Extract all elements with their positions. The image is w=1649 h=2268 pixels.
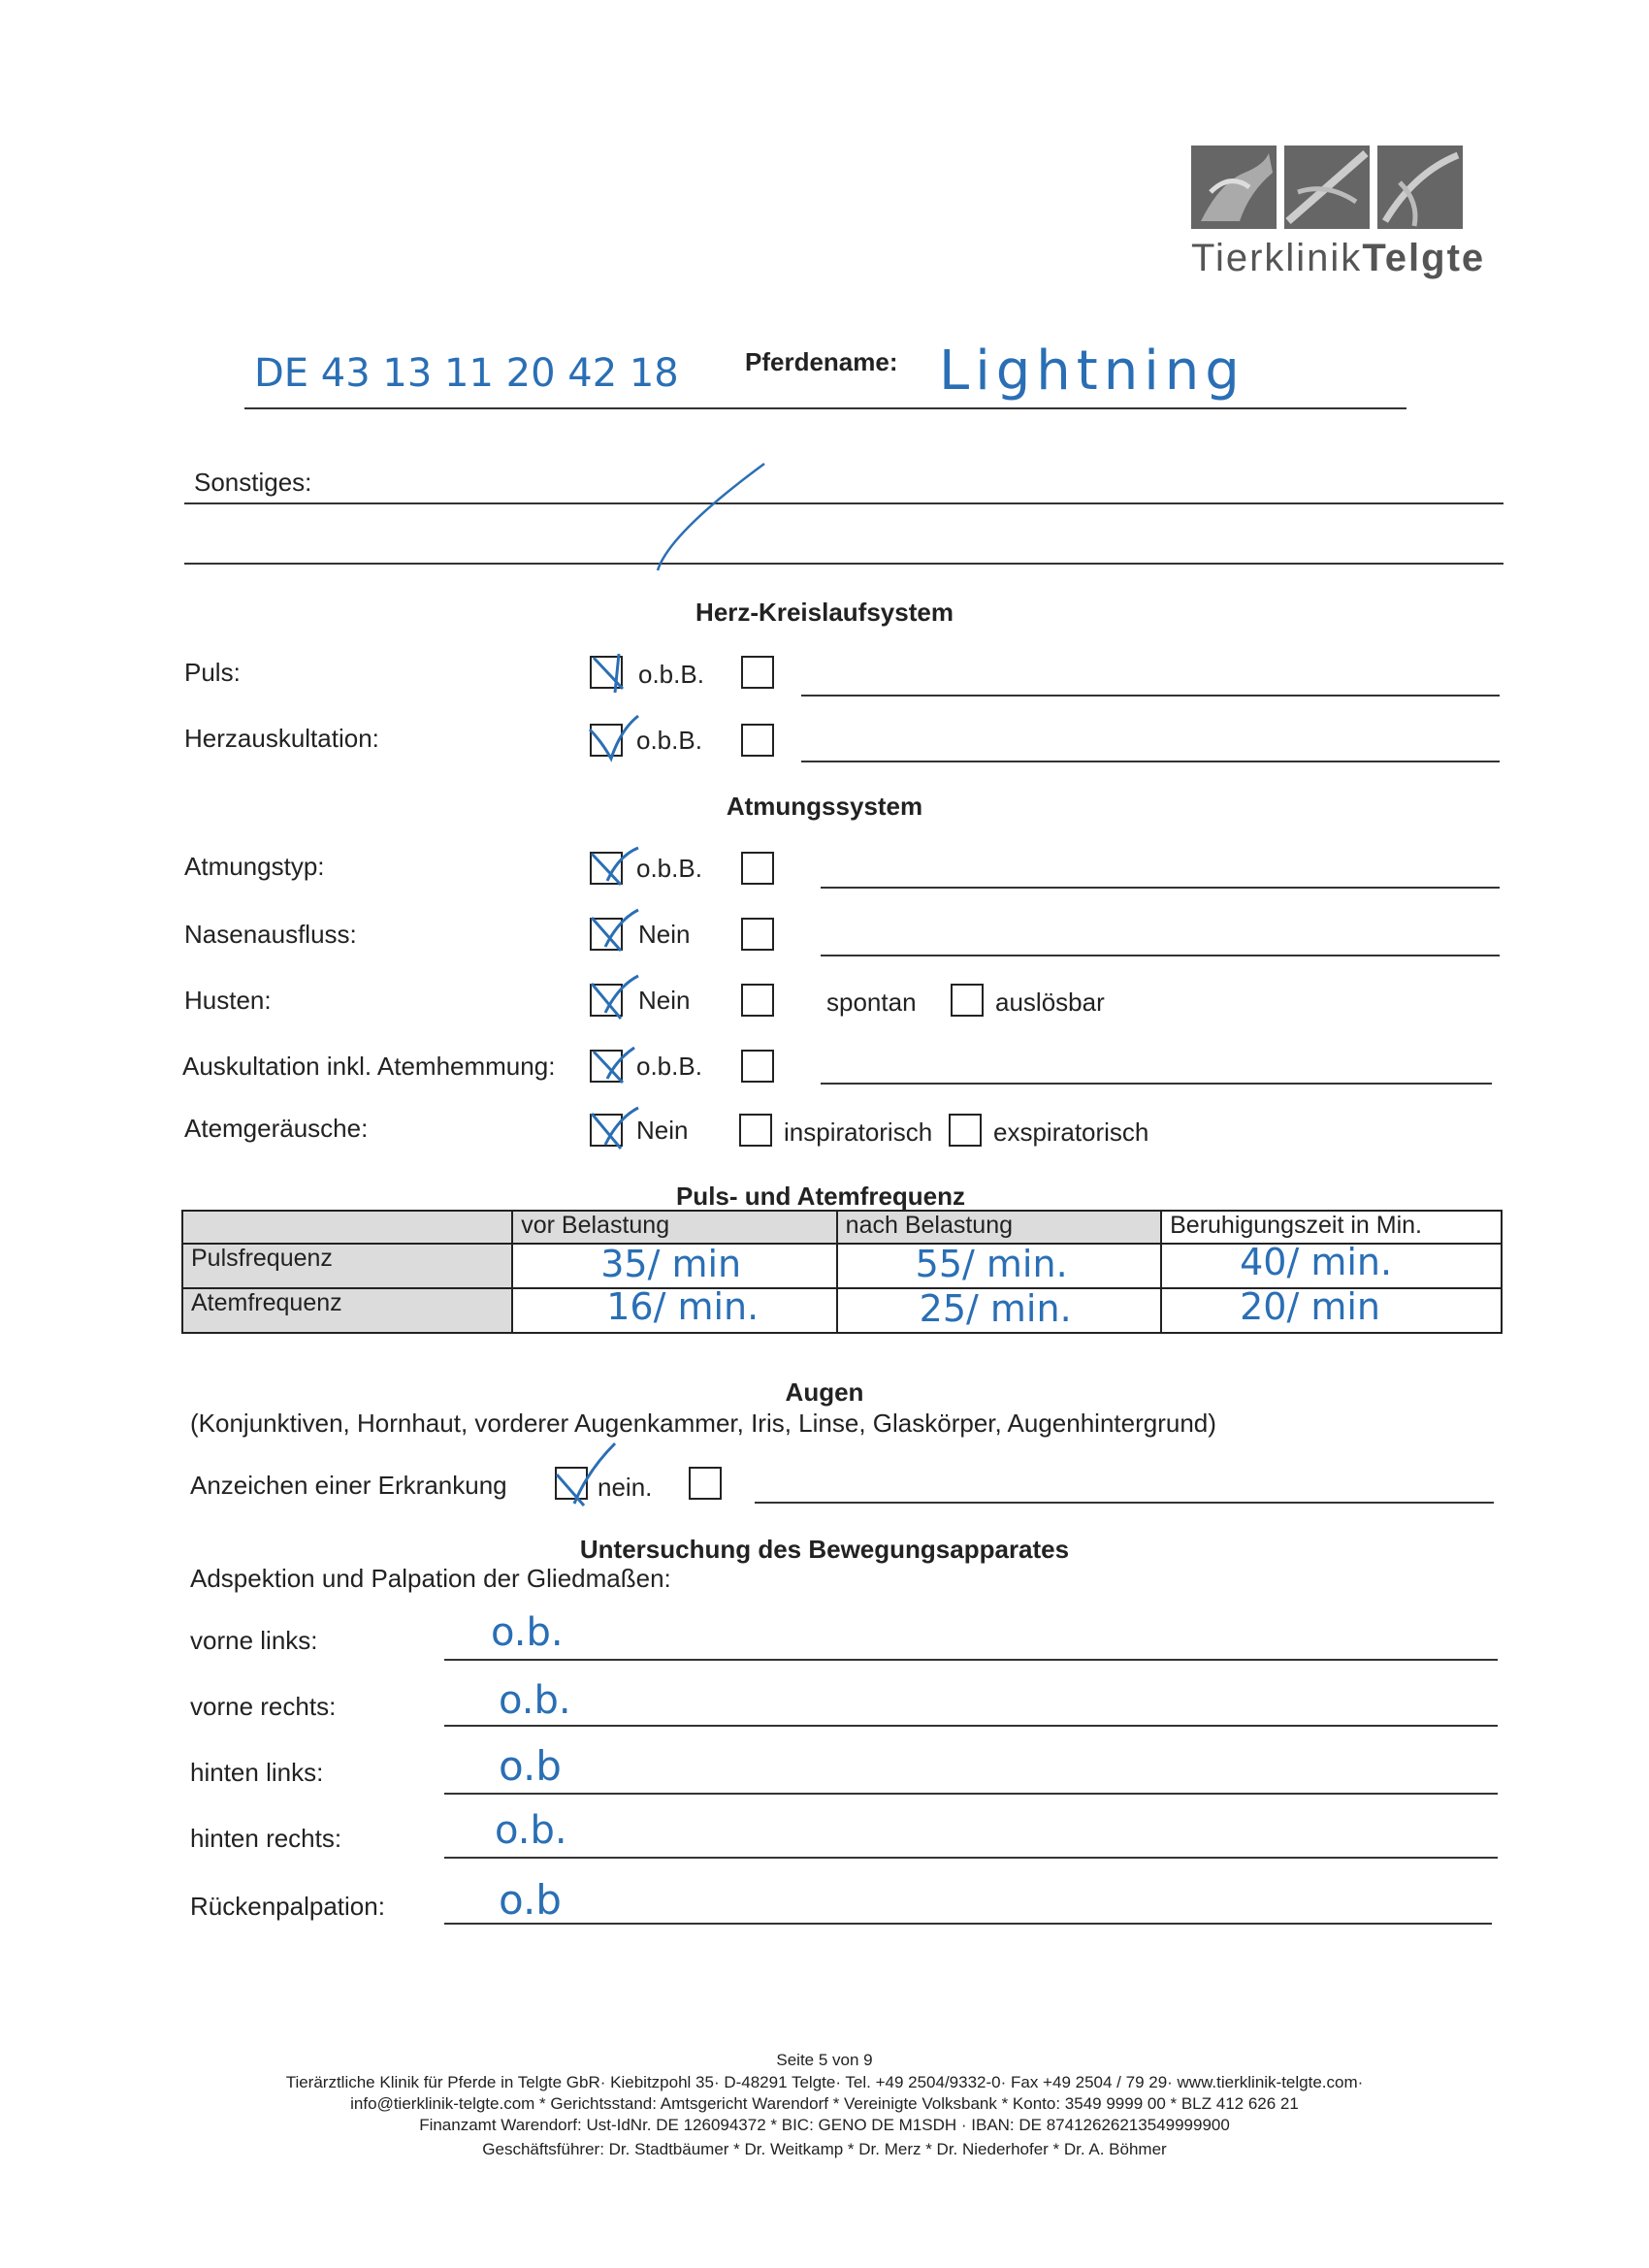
atemgeraeusche-option: Nein [636,1116,689,1145]
logo-graphic [1191,144,1472,233]
bewegung-section-title: Untersuchung des Bewegungsapparates [579,1535,1070,1564]
husten-option: Nein [638,986,691,1015]
clinic-logo [1191,144,1486,289]
husten-label: Husten: [184,986,272,1015]
pulsfrequenz-label: Pulsfrequenz [182,1244,512,1288]
nasenausfluss-abnormal-checkbox[interactable] [741,918,774,951]
sonstiges-label: Sonstiges: [194,468,312,497]
husten-spontan-checkbox[interactable] [951,984,984,1017]
augen-subtitle: (Konjunktiven, Hornhaut, vorderer Augenkammer, Iris, Linse, Glaskörper, Augenhintergrund) [190,1409,1216,1438]
atemfrequenz-beruhigung: 20/ min [1161,1288,1502,1333]
atemgeraeusche-label: Atemgeräusche: [184,1114,369,1143]
footer-line-3: Finanzamt Warendorf: Ust-IdNr. DE 126094372 * BIC: GENO DE M1SDH · IBAN: DE 87412626213549999900 [419,2116,1230,2134]
husten-abnormal-checkbox[interactable] [741,984,774,1017]
rueckenpalpation-value: o.b [499,1876,562,1924]
check-mark-icon [584,842,642,892]
frequenz-header-empty [182,1211,512,1244]
check-mark-icon [586,1040,640,1090]
auskultation-label: Auskultation inkl. Atemhemmung: [182,1052,556,1081]
check-mark-icon [584,1102,642,1156]
atmungstyp-abnormal-checkbox[interactable] [741,852,774,885]
exspiratorisch-checkbox[interactable] [949,1114,982,1147]
pferdename-handwritten: Lightning [939,340,1245,403]
check-mark-icon [588,648,636,697]
atemfrequenz-nach: 25/ min. [837,1288,1161,1333]
atmung-section-title: Atmungssystem [726,792,923,821]
husten-ausloesbar-label: auslösbar [995,988,1105,1017]
vorne-links-label: vorne links: [190,1626,318,1655]
strike-mark [650,456,776,582]
nasenausfluss-label: Nasenausfluss: [184,920,357,949]
augen-abnormal-checkbox[interactable] [689,1467,722,1500]
vorne-links-value: o.b. [491,1610,564,1655]
check-mark-icon [584,972,642,1026]
footer-page-number: Seite 5 von 9 [776,2051,873,2069]
logo-text-bold: Telgte [1362,237,1486,279]
nasenausfluss-option: Nein [638,920,691,949]
inspiratorisch-label: inspiratorisch [784,1118,933,1147]
check-mark-icon [582,712,640,766]
footer-line-4: Geschäftsführer: Dr. Stadtbäumer * Dr. Weitkamp * Dr. Merz * Dr. Niederhofer * Dr. A. Böhmer [482,2140,1167,2158]
pulsfrequenz-nach: 55/ min. [837,1244,1161,1288]
puls-abnormal-checkbox[interactable] [741,656,774,689]
auskultation-option: o.b.B. [636,1052,702,1081]
vorne-rechts-value: o.b. [499,1678,571,1723]
frequenz-table [181,1210,1503,1334]
pulsfrequenz-vor: 35/ min [512,1244,836,1288]
atmungstyp-label: Atmungstyp: [184,852,325,881]
atemfrequenz-vor: 16/ min. [512,1288,836,1333]
ueln-handwritten: DE 43 13 11 20 42 18 [254,351,679,396]
frequenz-header-vor: vor Belastung [512,1211,836,1244]
puls-option: o.b.B. [638,660,704,689]
auskultation-abnormal-checkbox[interactable] [741,1050,774,1083]
atmungstyp-option: o.b.B. [636,854,702,883]
check-mark-icon [584,906,642,958]
bewegung-subtitle: Adspektion und Palpation der Gliedmaßen: [190,1564,671,1593]
augen-section-title: Augen [785,1377,864,1407]
inspiratorisch-checkbox[interactable] [739,1114,772,1147]
augen-option: nein. [598,1473,653,1502]
logo-text-light: Tierklinik [1191,237,1363,279]
rueckenpalpation-label: Rückenpalpation: [190,1892,385,1921]
footer-line-1: Tierärztliche Klinik für Pferde in Telgte GbR· Kiebitzpohl 35· D-48291 Telgte· Tel. +49 2504/9332-0· Fax +49 2504 / 79 29· www.tierklinik-telgte.com· [285,2073,1364,2091]
footer-line-2: info@tierklinik-telgte.com * Gerichtsstand: Amtsgericht Warendorf * Vereinigte Volksbank * Konto: 3549 9999 00 * BLZ 412 626 21 [350,2094,1299,2113]
pferdename-label: Pferdename: [745,347,898,376]
augen-row-label: Anzeichen einer Erkrankung [190,1471,507,1500]
herz-section-title: Herz-Kreislaufsystem [695,598,954,627]
hinten-links-value: o.b [499,1742,562,1790]
husten-spontan-label: spontan [826,988,917,1017]
frequenz-header-nach: nach Belastung [837,1211,1161,1244]
hinten-rechts-label: hinten rechts: [190,1824,342,1853]
hinten-rechts-value: o.b. [495,1808,567,1853]
herzauskultation-option: o.b.B. [636,726,702,755]
herzauskultation-abnormal-checkbox[interactable] [741,724,774,757]
vorne-rechts-label: vorne rechts: [190,1692,337,1721]
exspiratorisch-label: exspiratorisch [993,1118,1149,1147]
hinten-links-label: hinten links: [190,1758,324,1787]
herzauskultation-label: Herzauskultation: [184,724,379,753]
frequenz-header-beruhigung: Beruhigungszeit in Min. [1161,1211,1502,1244]
puls-label: Puls: [184,658,241,687]
atemfrequenz-label: Atemfrequenz [182,1288,512,1333]
pulsfrequenz-beruhigung: 40/ min. [1161,1244,1502,1288]
frequenz-section-title: Puls- und Atemfrequenz [675,1182,966,1211]
